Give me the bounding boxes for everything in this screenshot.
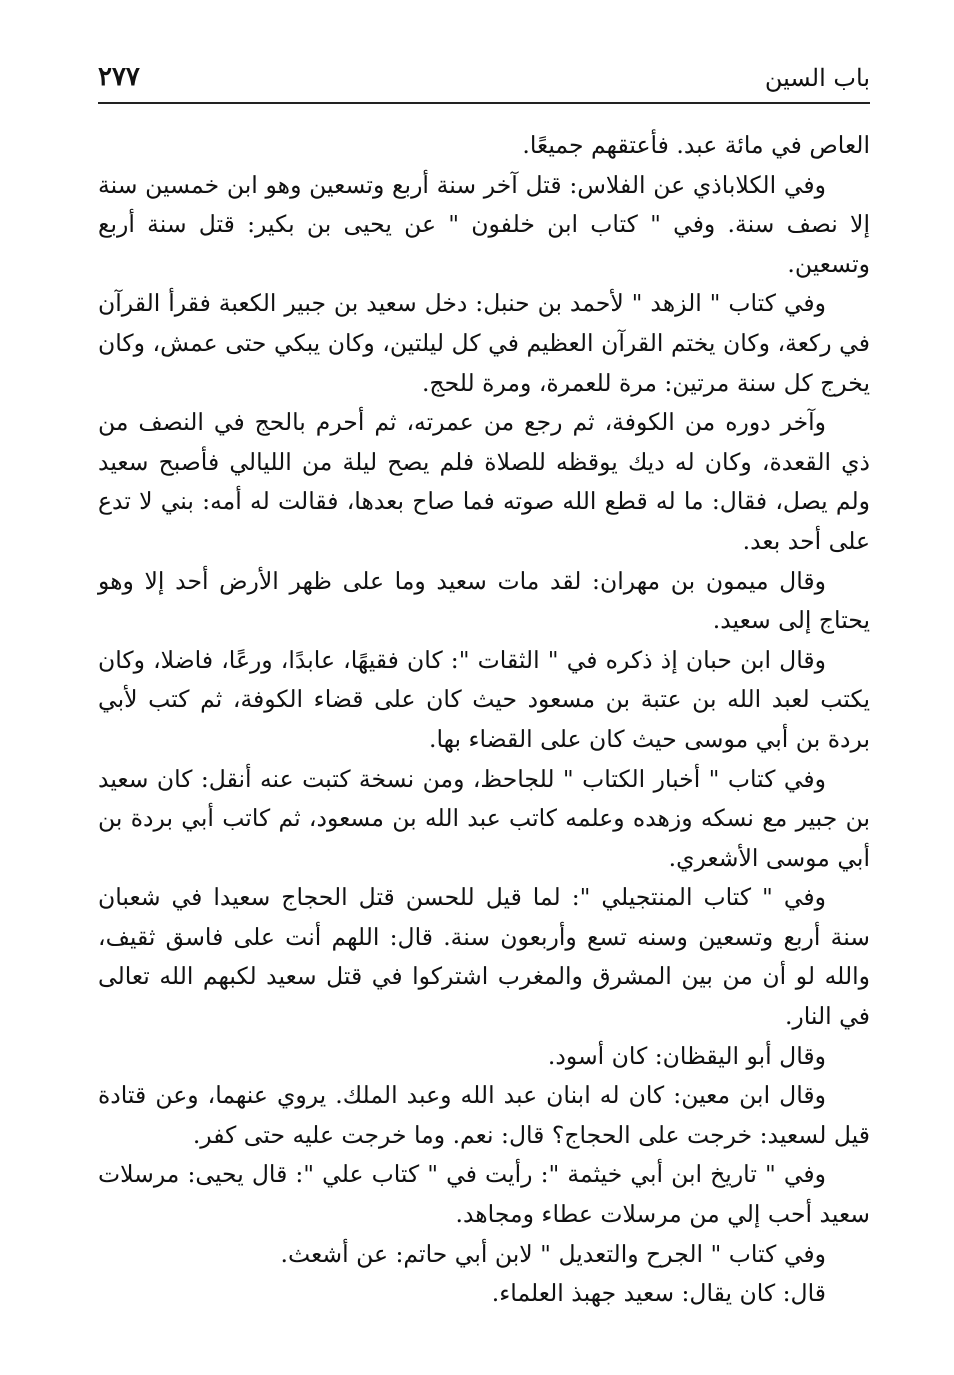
chapter-title: باب السين: [764, 64, 870, 92]
paragraph-3: وفي كتاب " الزهد " لأحمد بن حنبل: دخل سعيد بن جبير الكعبة فقرأ القرآن في ركعة، وكان يختم القرآن العظيم في كل ليلتين، وكان يبكي حتى عمش، وكان يخرج كل سنة مرتين: مرة للعمرة، ومرة للحج.: [98, 289, 870, 397]
paragraph-9: وقال أبو اليقظان: كان أسود.: [547, 1041, 826, 1070]
paragraph-10: وقال ابن معين: كان له ابنان عبد الله وعبد الملك. يروي عنهما، وعن قتادة قيل لسعيد: خرجت على الحجاج؟ قال: نعم. وما خرجت عليه حتى كفر.: [98, 1081, 870, 1149]
paragraph-4: وآخر دوره من الكوفة، ثم رجع من عمرته، ثم أحرم بالحج في النصف من ذي القعدة، وكان له ديك يوقظه للصلاة فلم يصح ليلة من الليالي فأصبح سعيد ولم يصل، فقال: ما له قطع الله صوته فما صاح بعدها، فقالت له أمه: بني لا تدع على أحد بعد.: [98, 408, 870, 555]
paragraph-8: وفي " كتاب المنتجيلي ": لما قيل للحسن قتل الحجاج سعيدا في شعبان سنة أربع وتسعين وسنه تسع وأربعون سنة. قال: اللهم أنت على فاسق ثقيف، والله لو أن من بين المشرق والمغرب اشتركوا في قتل سعيد لكبهم الله تعالى في النار.: [98, 883, 870, 1031]
paragraph-1: العاص في مائة عبد. فأعتقهم جميعًا.: [522, 131, 870, 159]
paragraph-7: وفي كتاب " أخبار الكتاب " للجاحظ، ومن نسخة كتبت عنه أنقل: كان سعيد بن جبير مع نسكه وزهده وعلمه كاتب عبد الله بن مسعود، ثم كاتب أبي بردة بن أبي موسى الأشعري.: [98, 764, 870, 872]
paragraph-13: قال: كان يقال: سعيد جهبذ العلماء.: [491, 1279, 826, 1308]
paragraph-6: وقال ابن حبان إذ ذكره في " الثقات ": كان فقيهًا، عابدًا، ورعًا، فاضلا، وكان يكتب لعبد الله بن عتبة بن مسعود حيث كان على قضاء الكوفة، ثم كتب لأبي بردة بن أبي موسى حيث كان على القضاء بها.: [98, 645, 870, 753]
paragraph-2: وفي الكلاباذي عن الفلاس: قتل آخر سنة أربع وتسعين وهو ابن خمسين سنة إلا نصف سنة. وفي " كتاب ابن خلفون " عن يحيى بن بكير: قتل سنة أربع وتسعين.: [98, 170, 870, 278]
paragraph-12: وفي كتاب " الجرح والتعديل " لابن أبي حاتم: عن أشعث.: [280, 1239, 826, 1268]
paragraph-11: وفي " تاريخ ابن أبي خيثمة ": رأيت في " كتاب علي ": قال يحيى: مرسلات سعيد أحب إلي من مرسلات عطاء ومجاهد.: [98, 1160, 870, 1229]
page-body: [98, 126, 870, 1314]
page-number: ٢٧٧: [98, 62, 140, 92]
header-rule: [98, 102, 870, 104]
page-header: [98, 58, 870, 104]
paragraph-5: وقال ميمون بن مهران: لقد مات سعيد وما على ظهر الأرض أحد إلا وهو يحتاج إلى سعيد.: [98, 566, 870, 635]
